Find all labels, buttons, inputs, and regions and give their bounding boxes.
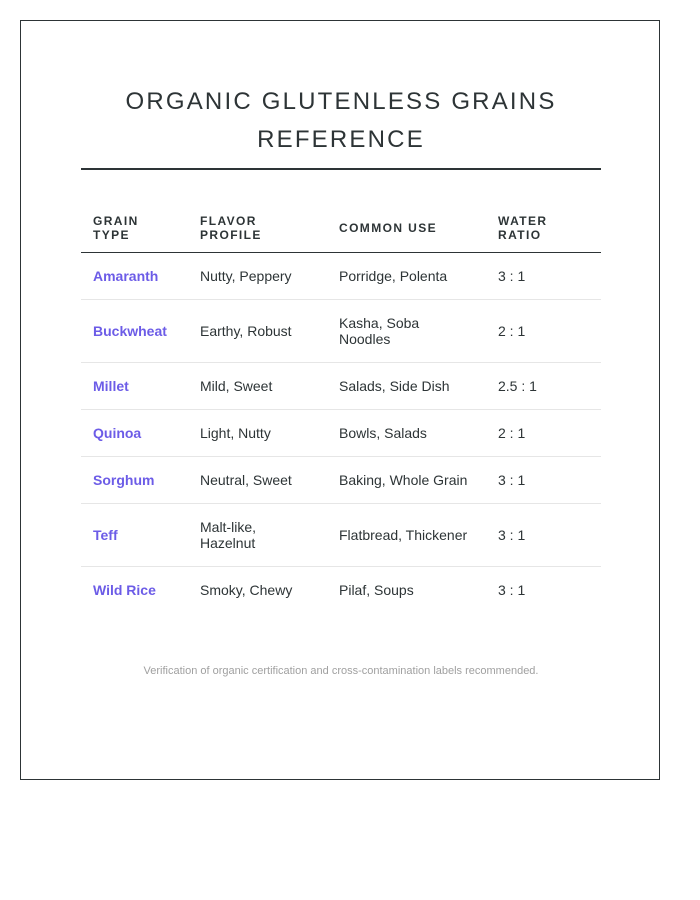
flavor-profile: Earthy, Robust	[188, 300, 327, 363]
common-use: Salads, Side Dish	[327, 363, 486, 410]
water-ratio: 3 : 1	[498, 582, 526, 599]
page-title: ORGANIC GLUTENLESS GRAINS REFERENCE	[125, 88, 557, 153]
water-ratio: 3 : 1	[486, 504, 601, 567]
flavor-profile: Light, Nutty	[188, 410, 327, 457]
grain-name: Buckwheat	[81, 300, 188, 363]
flavor-profile: Malt-like, Hazelnut	[188, 504, 327, 567]
table-row	[81, 567, 601, 614]
table-row	[81, 410, 601, 457]
header-water-ratio: WATER RATIO	[486, 203, 601, 253]
table-row	[81, 363, 601, 410]
water-ratio: 2.5 : 1	[486, 363, 601, 410]
table-row	[81, 504, 601, 567]
common-use: Baking, Whole Grain	[327, 457, 486, 504]
flavor-profile: Neutral, Sweet	[188, 457, 327, 504]
flavor-profile: Mild, Sweet	[188, 363, 327, 410]
grain-name: Amaranth	[81, 253, 188, 300]
title-divider	[81, 168, 601, 170]
common-use: Bowls, Salads	[327, 410, 486, 457]
header-common-use: COMMON USE	[327, 203, 486, 253]
grain-name: Millet	[81, 363, 188, 410]
footer-note: Verification of organic certification and cross-contamination labels recommended.	[143, 665, 539, 677]
flavor-profile: Nutty, Peppery	[188, 253, 327, 300]
grain-name: Wild Rice	[93, 582, 156, 599]
common-use: Flatbread, Thickener	[327, 504, 486, 567]
water-ratio: 2 : 1	[486, 410, 601, 457]
reference-card	[20, 20, 660, 780]
flavor-profile: Smoky, Chewy	[200, 582, 293, 599]
common-use: Pilaf, Soups	[339, 582, 414, 599]
water-ratio: 3 : 1	[486, 253, 601, 300]
table-row	[81, 253, 601, 300]
water-ratio: 2 : 1	[486, 300, 601, 363]
table-row	[81, 300, 601, 363]
common-use: Porridge, Polenta	[327, 253, 486, 300]
table-header-row	[81, 203, 601, 253]
grain-name: Quinoa	[81, 410, 188, 457]
header-flavor-profile: FLAVOR PROFILE	[188, 203, 327, 253]
grains-table	[81, 203, 601, 614]
header-grain-type: GRAIN TYPE	[81, 203, 188, 253]
grain-name: Teff	[81, 504, 188, 567]
table-row	[81, 457, 601, 504]
grain-name: Sorghum	[81, 457, 188, 504]
water-ratio: 3 : 1	[486, 457, 601, 504]
common-use: Kasha, Soba Noodles	[327, 300, 486, 363]
